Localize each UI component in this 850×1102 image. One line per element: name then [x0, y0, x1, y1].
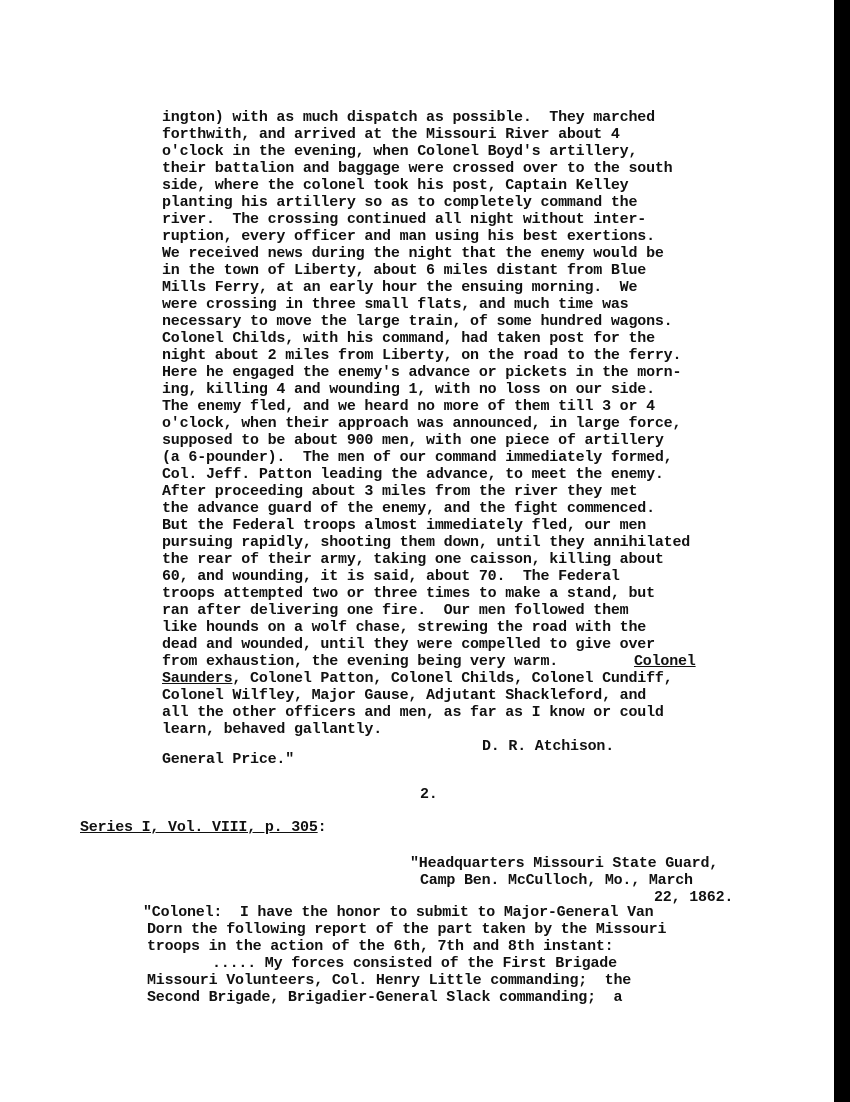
letter1-line: o'clock, when their approach was announced, in large force,: [162, 415, 682, 432]
letter1-line: Here he engaged the enemy's advance or pickets in the morn-: [162, 364, 682, 381]
citation: [80, 820, 326, 837]
letter1-line: in the town of Liberty, about 6 miles distant from Blue: [162, 262, 647, 279]
letter2-line: "Colonel: I have the honor to submit to Major-General Van: [143, 904, 654, 921]
letter1-line: Mills Ferry, at an early hour the ensuing morning. We: [162, 279, 638, 296]
letter2-header-line: "Headquarters Missouri State Guard,: [410, 855, 719, 872]
letter1-line: river. The crossing continued all night without inter-: [162, 211, 647, 228]
citation-text: Series I, Vol. VIII, p. 305: [80, 819, 318, 836]
letter1-line: The enemy fled, and we heard no more of them till 3 or 4: [162, 398, 655, 415]
letter1-line: learn, behaved gallantly.: [162, 721, 383, 738]
letter2-line: troops in the action of the 6th, 7th and 8th instant:: [147, 938, 614, 955]
letter1-line: ran after delivering one fire. Our men followed them: [162, 602, 629, 619]
letter1-line: from exhaustion, the evening being very warm.: [162, 653, 559, 670]
letter2-header-line: 22, 1862.: [654, 889, 734, 906]
letter1-line: But the Federal troops almost immediately fled, our men: [162, 517, 647, 534]
letter1-line: supposed to be about 900 men, with one piece of artillery: [162, 432, 664, 449]
citation-colon: :: [317, 819, 327, 836]
signature: D. R. Atchison.: [482, 738, 615, 755]
letter1-line: 60, and wounding, it is said, about 70. The Federal: [162, 568, 620, 585]
letter1-line: We received news during the night that the enemy would be: [162, 245, 664, 262]
letter2-header-line: Camp Ben. McCulloch, Mo., March: [420, 872, 693, 889]
letter1-line: Col. Jeff. Patton leading the advance, to meet the enemy.: [162, 466, 664, 483]
underlined-saunders: Saunders: [162, 670, 233, 687]
letter1-tail-text: , Colonel Patton, Colonel Childs, Colonel Cundiff,: [232, 670, 673, 687]
letter1-line: their battalion and baggage were crossed over to the south: [162, 160, 673, 177]
letter1-line: dead and wounded, until they were compelled to give over: [162, 636, 655, 653]
letter1-line: ruption, every officer and man using his best exertions.: [162, 228, 655, 245]
letter2-line: ..... My forces consisted of the First Brigade: [212, 955, 617, 972]
addressee: General Price.": [162, 751, 295, 768]
letter1-line: the advance guard of the enemy, and the fight commenced.: [162, 500, 655, 517]
letter1-line: night about 2 miles from Liberty, on the road to the ferry.: [162, 347, 682, 364]
letter1-line: side, where the colonel took his post, Captain Kelley: [162, 177, 629, 194]
letter1-line: the rear of their army, taking one caisson, killing about: [162, 551, 664, 568]
letter2-line: Second Brigade, Brigadier-General Slack commanding; a: [147, 989, 623, 1006]
letter1-line: all the other officers and men, as far as I know or could: [162, 704, 664, 721]
letter1-line: forthwith, and arrived at the Missouri River about 4: [162, 126, 620, 143]
letter1-line-saunders: [162, 671, 673, 688]
letter2-line: Dorn the following report of the part taken by the Missouri: [147, 921, 667, 938]
letter1-line: Colonel Childs, with his command, had taken post for the: [162, 330, 655, 347]
letter1-line: After proceeding about 3 miles from the river they met: [162, 483, 638, 500]
underlined-colonel: Colonel: [634, 653, 696, 670]
letter1-line: pursuing rapidly, shooting them down, until they annihilated: [162, 534, 691, 551]
letter2-line: Missouri Volunteers, Col. Henry Little commanding; the: [147, 972, 632, 989]
section-number: 2.: [420, 786, 438, 803]
letter1-line: were crossing in three small flats, and much time was: [162, 296, 629, 313]
letter1-line: o'clock in the evening, when Colonel Boyd's artillery,: [162, 143, 638, 160]
letter1-line: (a 6-pounder). The men of our command immediately formed,: [162, 449, 673, 466]
letter1-line: necessary to move the large train, of some hundred wagons.: [162, 313, 673, 330]
letter1-line: ington) with as much dispatch as possible. They marched: [162, 109, 655, 126]
scan-edge-bar: [834, 0, 850, 1102]
letter1-line: Colonel Wilfley, Major Gause, Adjutant Shackleford, and: [162, 687, 647, 704]
letter1-line: troops attempted two or three times to make a stand, but: [162, 585, 655, 602]
letter1-line: like hounds on a wolf chase, strewing the road with the: [162, 619, 647, 636]
letter1-line: ing, killing 4 and wounding 1, with no loss on our side.: [162, 381, 655, 398]
letter1-line: planting his artillery so as to completely command the: [162, 194, 638, 211]
